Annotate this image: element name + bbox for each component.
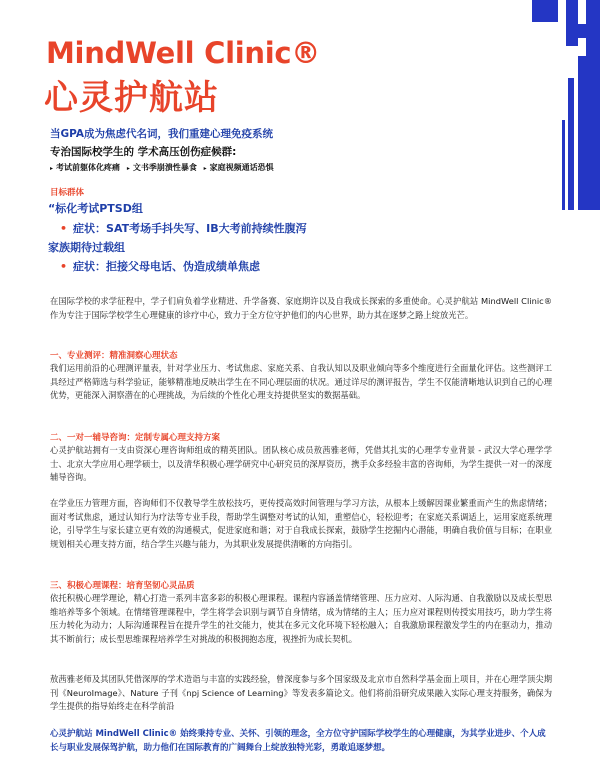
symptom-bullet-list: [50, 162, 274, 173]
bullet-dot-icon: •: [60, 222, 68, 235]
target-group-label: 目标群体: [50, 188, 85, 198]
section-paragraph: 敖茜雅老师及其团队凭借深厚的学术造诣与丰富的实践经验，曾深度参与多个国家级及北京市自然科学基金面上项目，并在心理学顶尖期刊《NeuroImage》、Nature 子刊《npj Science of Learning》等发表多篇论文。他们将前沿研究成果融入实际心理支持服务，确保为学生提供的指导始终走在科学前沿: [50, 674, 552, 712]
section-paragraph: 心灵护航站拥有一支由资深心理咨询师组成的精英团队。团队核心成员敖茜雅老师，凭借其扎实的心理学专业背景 - 武汉大学心理学学士、北京大学应用心理学硕士，以及清华积极心理学研究中心研究员的深厚资历，携手众多经验丰富的咨询师，为学生提供一对一的深度辅导咨询。: [50, 445, 552, 483]
group-symptom: • 症状：SAT考场手抖失写、IB大考前持续性腹泻: [60, 222, 307, 235]
group-symptom: • 症状：拒接父母电话、伪造成绩单焦虑: [60, 260, 261, 273]
section-paragraph: 依托积极心理学理论，精心打造一系列丰富多彩的积极心理课程。课程内容涵盖情绪管理、压力应对、人际沟通、自我激励以及成长型思维培养等多个领域。在情绪管理课程中，学生将学会识别与调节自身情绪，成为情绪的主人；压力应对课程则传授实用技巧，助力学生将压力转化为动力；人际沟通课程旨在提升学生的社交能力，使其在多元文化环境下轻松融入；自我激励课程激发学生的内在驱动力，推动其不断前行；成长型思维课程培养学生对挑战的积极拥抱态度，视挫折为成长契机。: [50, 593, 552, 644]
section-paragraph: 我们运用前沿的心理测评量表，针对学业压力、考试焦虑、家庭关系、自我认知以及职业倾向等多个维度进行全面量化评估。这些测评工具经过严格筛选与科学验证，能够精准地反映出学生在不同心理层面的状况。通过详尽的测评报告，学生不仅能清晰地认识到自己的心理优势，更能深入洞察潜在的心理挑战，为后续的个性化心理支持提供坚实的数据基础。: [50, 363, 552, 401]
section-title: 三、积极心理课程：培育坚韧心灵品质: [50, 581, 195, 591]
closing-statement: 心灵护航站 MindWell Clinic® 始终秉持专业、关怀、引领的理念，全方位守护国际学校学生的心理健康，为其学业进步、个人成长与职业发展保驾护航，助力他们在国际教育的广阔舞台上绽放独特光彩，勇敢追逐梦想。: [50, 729, 546, 753]
decorative-stripes: [470, 0, 600, 210]
bullet-item: 家庭视频通话恐惧: [209, 163, 274, 172]
bullet-item: 文书季崩溃性暴食: [132, 163, 197, 172]
tagline: 当GPA成为焦虑代名词，我们重建心理免疫系统: [50, 128, 273, 140]
triangle-bullet-icon: ▸: [50, 165, 54, 172]
group-name: “标化考试PTSD组: [48, 202, 143, 215]
section-title: 二、一对一辅导咨询：定制专属心理支持方案: [50, 433, 221, 443]
bullet-dot-icon: •: [60, 260, 68, 273]
bullet-item: 考试前躯体化疼痛: [56, 163, 121, 172]
triangle-bullet-icon: ▸: [203, 165, 207, 172]
section-paragraph: 在学业压力管理方面，咨询师们不仅教导学生放松技巧，更传授高效时间管理与学习方法，从根本上缓解因课业繁重而产生的焦虑情绪；面对考试焦虑，通过认知行为疗法等专业手段，帮助学生调整对考试的认知，重塑信心，轻松迎考；在家庭关系调适上，运用家庭系统理论，引导学生与家长建立更有效的沟通模式，促进家庭和谐；对于自我成长探索，鼓励学生挖掘内心潜能，明确自我价值与目标；在职业规划相关心理支持方面，结合学生兴趣与能力，为其职业发展提供清晰的方向指引。: [50, 498, 552, 549]
section-title: 一、专业测评：精准洞察心理状态: [50, 351, 178, 361]
clinic-title-english: MindWell Clinic®: [46, 36, 320, 70]
intro-paragraph: 在国际学校的求学征程中，学子们肩负着学业精进、升学备赛、家庭期许以及自我成长探索的多重使命。心灵护航站 MindWell Clinic® 作为专注于国际学校学生心理健康的诊疗中心，致力于全方位守护他们的内心世界，助力其在逐梦之路上绽放光芒。: [50, 296, 552, 320]
clinic-title-chinese: 心灵护航站: [44, 78, 219, 118]
triangle-bullet-icon: ▸: [126, 165, 130, 172]
subtitle: 专治国际校学生的 学术高压创伤症候群:: [50, 146, 237, 158]
group-name: 家族期待过载组: [48, 241, 125, 254]
